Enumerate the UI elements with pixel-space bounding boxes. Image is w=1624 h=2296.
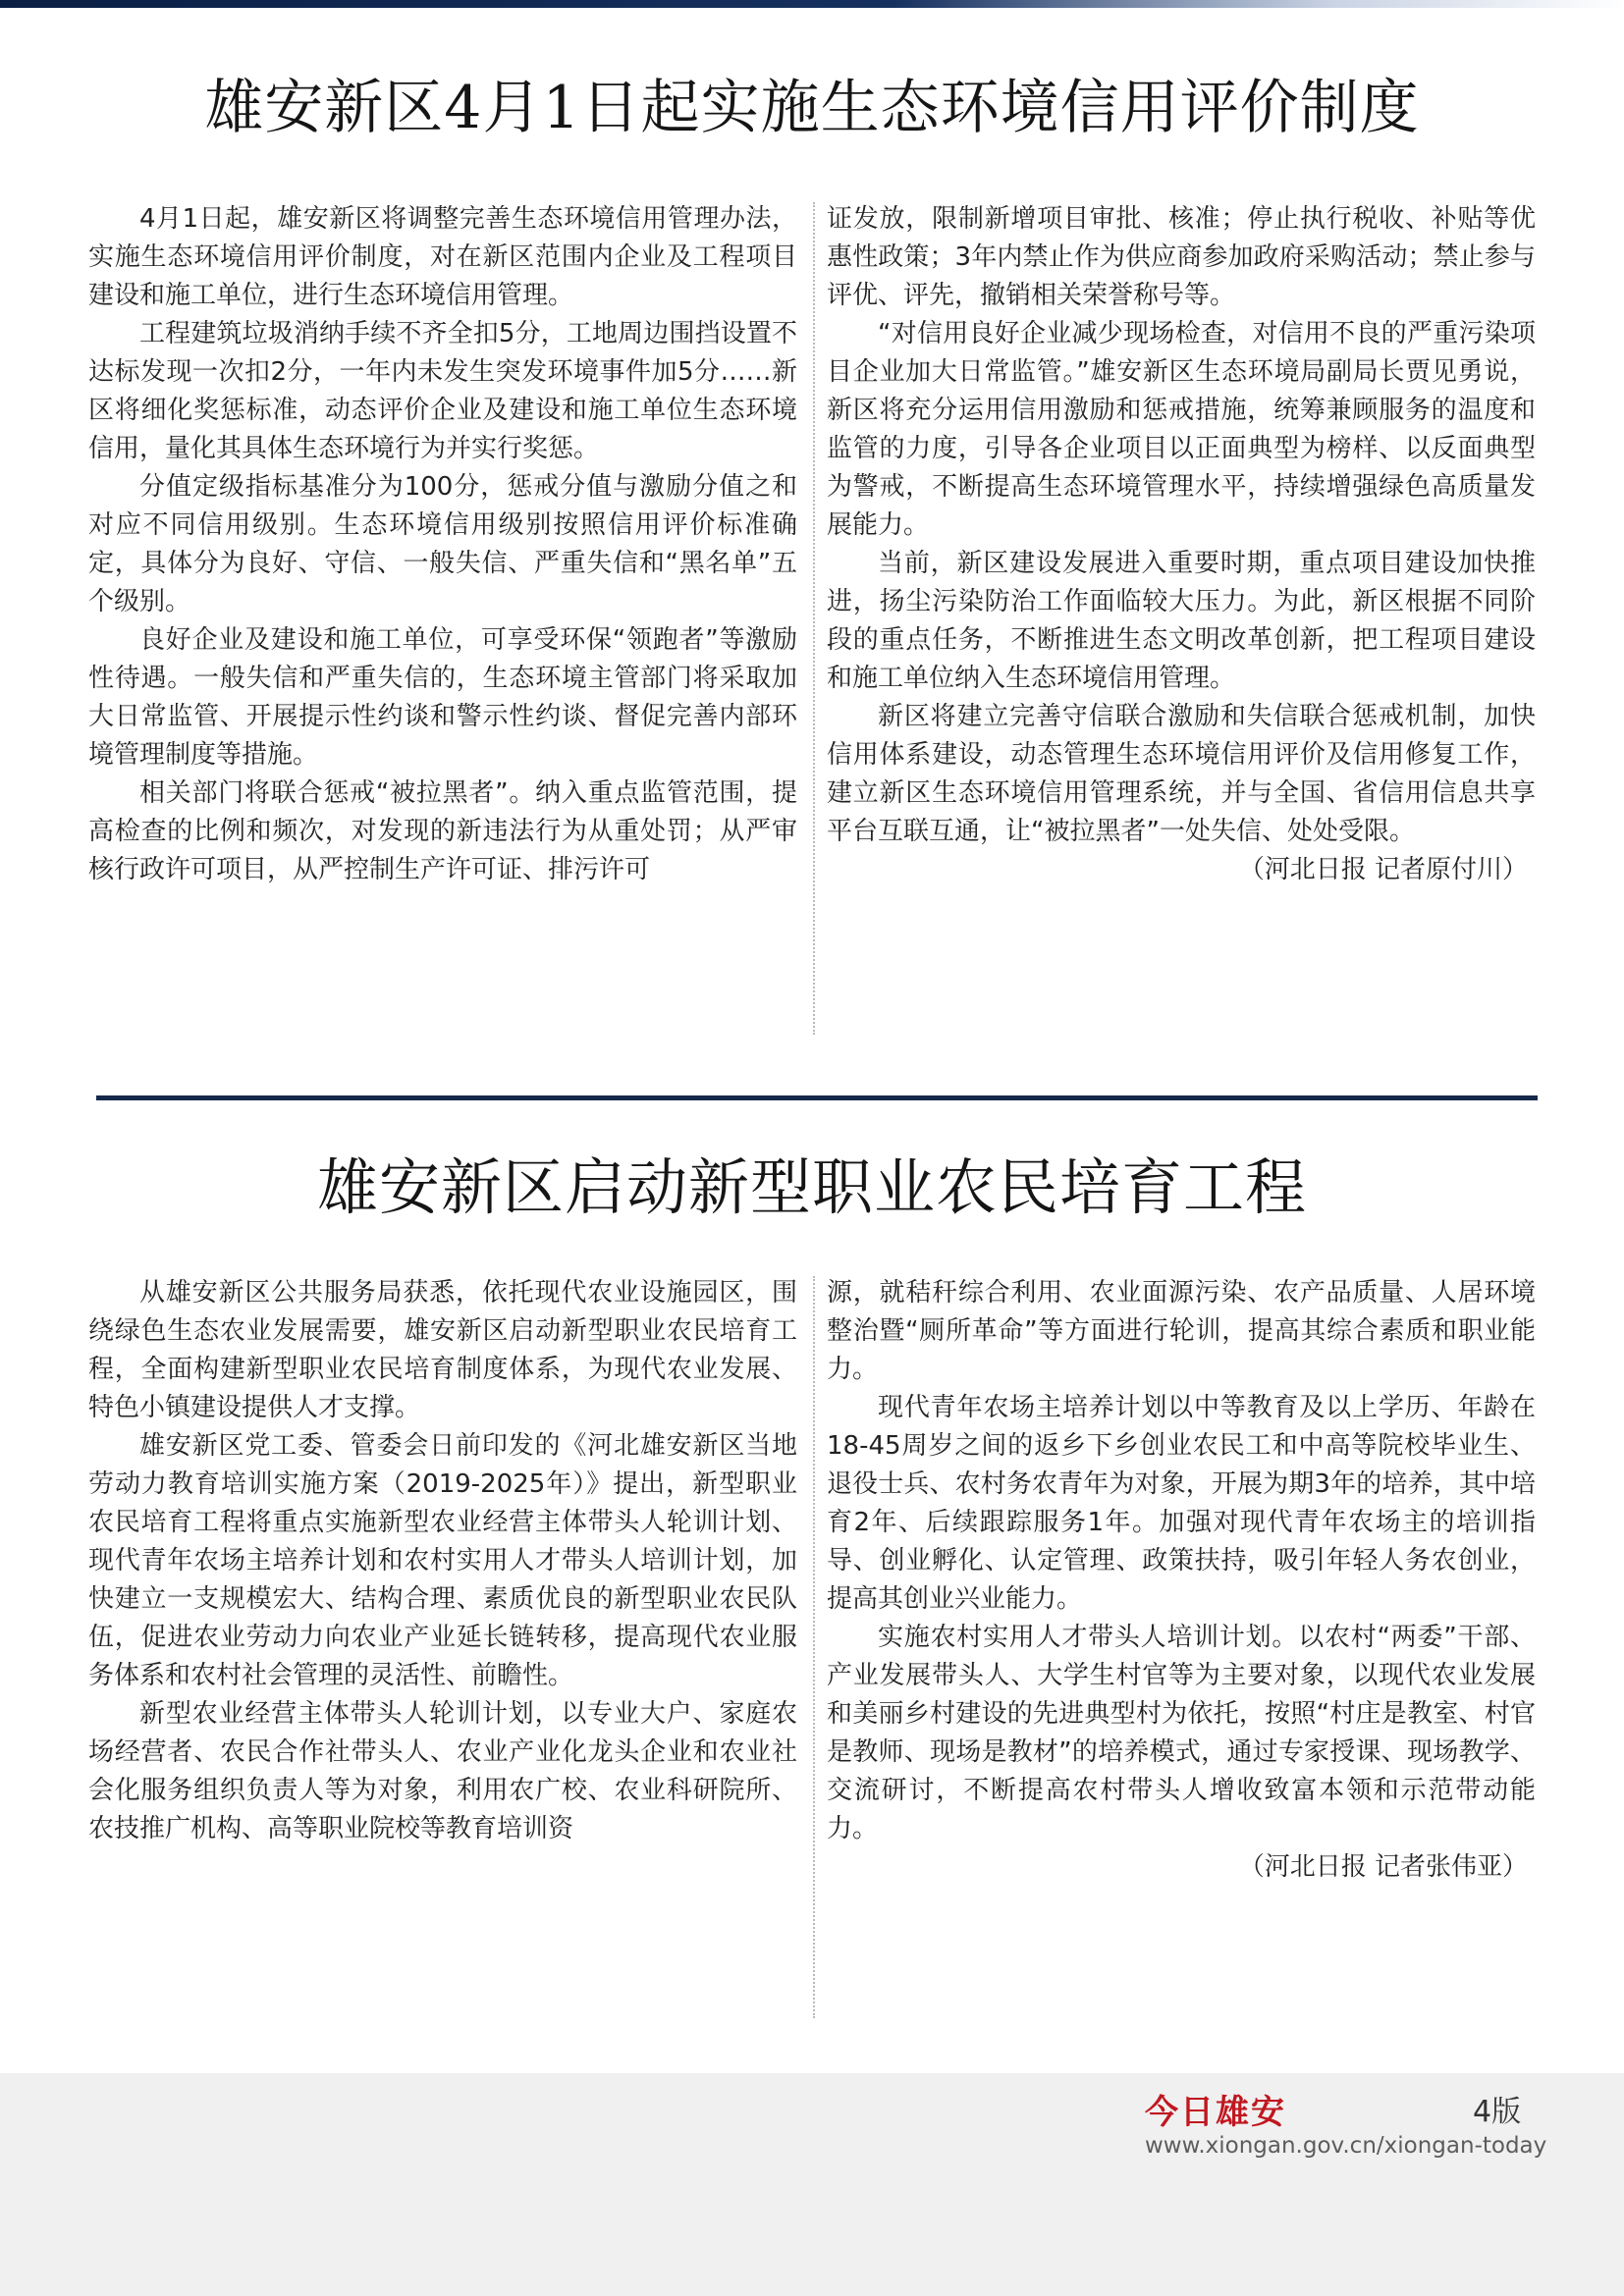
website-url[interactable]: www.xiongan.gov.cn/xiongan-today [1145,2133,1547,2159]
article-1-paragraph-2: 工程建筑垃圾消纳手续不齐全扣5分，工地周边围挡设置不达标发现一次扣2分，一年内未发生突发环境事件加5分……新区将细化奖惩标准，动态评价企业及建设和施工单位生态环境信用，量化其具体生态环境行为并实行奖惩。 [88,319,797,463]
top-gradient-band [0,0,1624,8]
article-1-left-column [88,200,797,889]
article-1-paragraph-5: 相关部门将联合惩戒“被拉黑者”。纳入重点监管范围，提高检查的比例和频次，对发现的新违法行为从重处罚；从严审核行政许可项目，从严控制生产许可证、排污许可 [88,778,797,884]
article-1-title: 雄安新区4月1日起实施生态环境信用评价制度 [204,74,1420,142]
article-2-right-column [827,1274,1536,1887]
article-1-right-column [827,200,1536,889]
article-1-paragraph-5-continued: 证发放，限制新增项目审批、核准；停止执行税收、补贴等优惠性政策；3年内禁止作为供应商参加政府采购活动；禁止参与评优、评先，撤销相关荣誉称号等。 [827,204,1536,310]
article-2-credit: （河北日报 记者张伟亚） [1238,1852,1528,1882]
article-2-paragraph-4: 现代青年农场主培养计划以中等教育及以上学历、年龄在18-45周岁之间的返乡下乡创业农民工和中高等院校毕业生、退役士兵、农村务农青年为对象，开展为期3年的培养，其中培育2年、后续跟踪服务1年。加强对现代青年农场主的培训指导、创业孵化、认定管理、政策扶持，吸引年轻人务农创业，提高其创业兴业能力。 [827,1393,1536,1614]
article-2-paragraph-2: 雄安新区党工委、管委会日前印发的《河北雄安新区当地劳动力教育培训实施方案（2019-2025年）》提出，新型职业农民培育工程将重点实施新型农业经营主体带头人轮训计划、现代青年农场主培养计划和农村实用人才带头人培训计划，加快建立一支规模宏大、结构合理、素质优良的新型职业农民队伍，促进农业劳动力向农业产业延长链转移，提高现代农业服务体系和农村社会管理的灵活性、前瞻性。 [88,1431,797,1690]
article-1-credit: （河北日报 记者原付川） [1238,855,1528,884]
article-2-paragraph-3-continued: 源，就秸秆综合利用、农业面源污染、农产品质量、人居环境整治暨“厕所革命”等方面进行轮训，提高其综合素质和职业能力。 [827,1278,1536,1384]
article-2-paragraph-5: 实施农村实用人才带头人培训计划。以农村“两委”干部、产业发展带头人、大学生村官等为主要对象，以现代农业发展和美丽乡村建设的先进典型村为依托，按照“村庄是教室、村官是教师、现场是教材”的培养模式，通过专家授课、现场教学、交流研讨，不断提高农村带头人增收致富本领和示范带动能力。 [827,1623,1536,1843]
article-1-paragraph-8: 新区将建立完善守信联合激励和失信联合惩戒机制，加快信用体系建设，动态管理生态环境信用评价及信用修复工作，建立新区生态环境信用管理系统，并与全国、省信用信息共享平台互联互通，让“被拉黑者”一处失信、处处受限。 [827,702,1536,846]
article-1-paragraph-4: 良好企业及建设和施工单位，可享受环保“领跑者”等激励性待遇。一般失信和严重失信的，生态环境主管部门将采取加大日常监管、开展提示性约谈和警示性约谈、督促完善内部环境管理制度等措施。 [88,625,797,770]
brand-logo-text: 今日雄安 [1145,2093,1286,2132]
article-2-paragraph-1: 从雄安新区公共服务局获悉，依托现代农业设施园区，围绕绿色生态农业发展需要，雄安新区启动新型职业农民培育工程，全面构建新型职业农民培育制度体系，为现代农业发展、特色小镇建设提供人才支撑。 [88,1278,797,1422]
page-number: 4版 [1473,2095,1522,2129]
page-footer [0,2073,1624,2296]
article-2-column-divider [813,1276,815,2018]
article-1-paragraph-7: 当前，新区建设发展进入重要时期，重点项目建设加快推进，扬尘污染防治工作面临较大压力。为此，新区根据不同阶段的重点任务，不断推进生态文明改革创新，把工程项目建设和施工单位纳入生态环境信用管理。 [827,549,1536,693]
article-1-paragraph-6: “对信用良好企业减少现场检查，对信用不良的严重污染项目企业加大日常监管。”雄安新区生态环境局副局长贾见勇说，新区将充分运用信用激励和惩戒措施，统筹兼顾服务的温度和监管的力度，引导各企业项目以正面典型为榜样、以反面典型为警戒，不断提高生态环境管理水平，持续增强绿色高质量发展能力。 [827,319,1536,540]
article-2-left-column [88,1274,797,1848]
article-2-title: 雄安新区启动新型职业农民培育工程 [316,1151,1307,1223]
article-1-paragraph-1: 4月1日起，雄安新区将调整完善生态环境信用管理办法，实施生态环境信用评价制度，对在新区范围内企业及工程项目建设和施工单位，进行生态环境信用管理。 [88,204,797,310]
article-2-paragraph-3: 新型农业经营主体带头人轮训计划，以专业大户、家庭农场经营者、农民合作社带头人、农业产业化龙头企业和农业社会化服务组织负责人等为对象，利用农广校、农业科研院所、农技推广机构、高等职业院校等教育培训资 [88,1699,797,1843]
article-1-paragraph-3: 分值定级指标基准分为100分，惩戒分值与激励分值之和对应不同信用级别。生态环境信用级别按照信用评价标准确定，具体分为良好、守信、一般失信、严重失信和“黑名单”五个级别。 [88,472,797,616]
section-divider-rule [96,1095,1538,1100]
article-1-column-divider [813,202,815,1035]
